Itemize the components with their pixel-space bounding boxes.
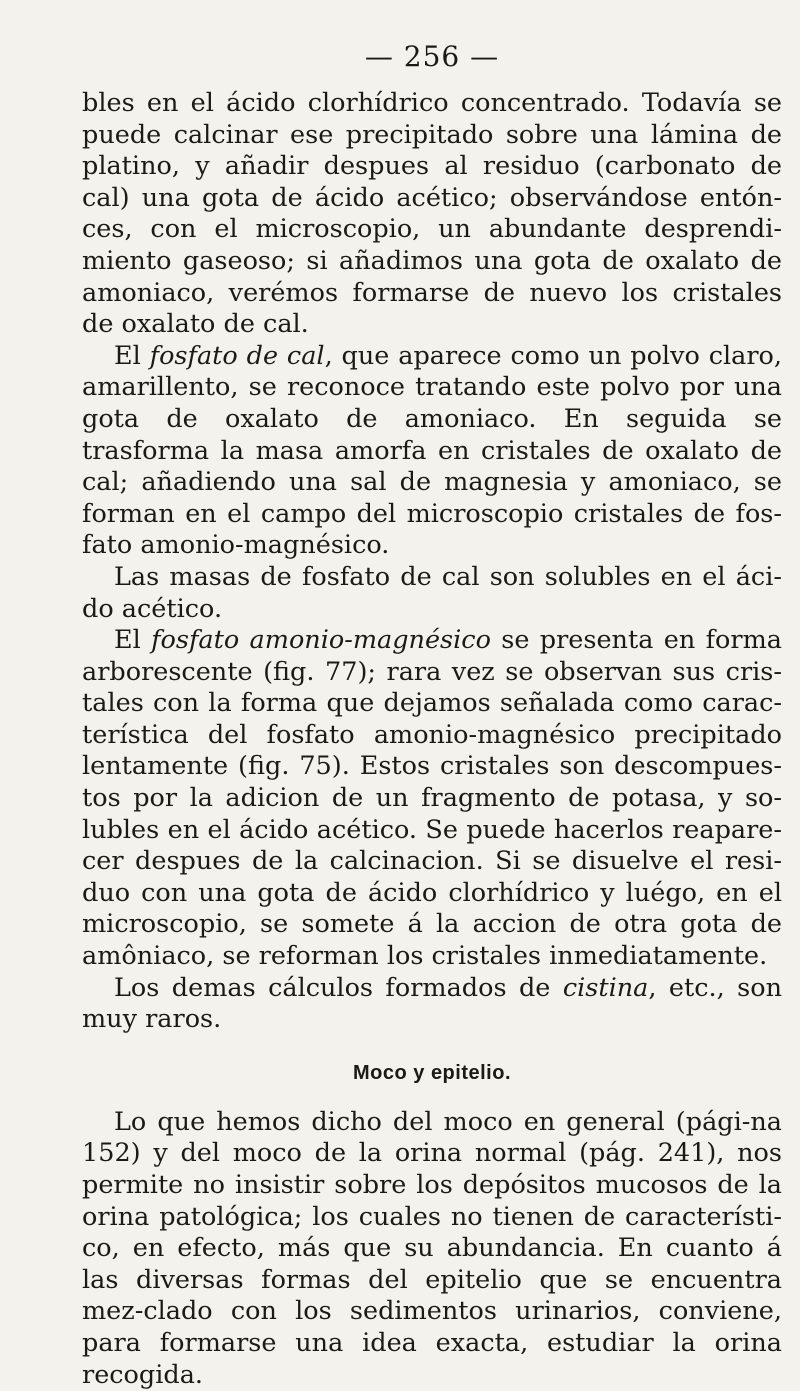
paragraph-solubility: Las masas de fosfato de cal son solubles en el áci-do acético. [82, 561, 782, 624]
paragraph-fosfato-de-cal [82, 341, 782, 562]
paragraph-lead: Los demas cálculos formados de [114, 972, 563, 1003]
term-fosfato-amonio-magnesico: fosfato amonio-magnésico [151, 625, 491, 656]
term-fosfato-de-cal: fosfato de cal [149, 340, 325, 371]
document-page [82, 40, 782, 1391]
paragraph-calcination: bles en el ácido clorhídrico concentrado. Todavía se puede calcinar ese precipitado sobre una lámina de platino, y añadir despues al residuo (carbonato de cal) una gota de ácido acético; observándose entón-ces, con el microscopio, un abundante desprendi-miento gaseoso; si añadimos una gota de oxalato de amoniaco, verémos formarse de nuevo los cristales de oxalato de cal. [82, 88, 782, 340]
paragraph-cistina [82, 973, 782, 1036]
paragraph-lead: El [114, 625, 152, 656]
paragraph-text: , etc., son muy raros. [82, 972, 783, 1035]
paragraph-moco: Lo que hemos dicho del moco en general (pági-na 152) y del moco de la orina normal (pág. 241), nos permite no insistir sobre los depósitos mucosos de la orina patológica; los cuales no tienen de característi-co, en efecto, más que su abundancia. En cuanto á las diversas formas del epitelio que se encuentra mez-clado con los sedimentos urinarios, conviene, para formarse una idea exacta, estudiar la orina recogida. [82, 1106, 782, 1390]
paragraph-lead: El [114, 340, 150, 371]
paragraph-text: , que aparece como un polvo claro, amarillento, se reconoce tratando este polvo por una gota de oxalato de amoniaco. En seguida se trasforma la masa amorfa en cristales de oxalato de cal; añadiendo una sal de magnesia y amoniaco, se forman en el campo del microscopio cristales de fos-fato amonio-magnésico. [82, 340, 782, 561]
term-cistina: cistina [562, 972, 649, 1003]
page-number: — 256 — [364, 40, 500, 73]
paragraph-fosfato-amonio-magnesico [82, 625, 782, 973]
paragraph-text: se presenta en forma arborescente (fig. 77); rara vez se observan sus cris-tales con la forma que dejamos señalada como carac-terística del fosfato amonio-magnésico precipitado lentamente (fig. 75). Estos cristales son descompues-tos por la adicion de un fragmento de potasa, y so-lubles en el ácido acético. Se puede hacerlos reapare-cer despues de la calcinacion. Si se disuelve el resi-duo con una gota de ácido clorhídrico y luégo, en el microscopio, se somete á la accion de otra gota de amôniaco, se reforman los cristales inmediatamente. [82, 625, 782, 972]
section-heading: Moco y epitelio. [352, 1061, 512, 1084]
